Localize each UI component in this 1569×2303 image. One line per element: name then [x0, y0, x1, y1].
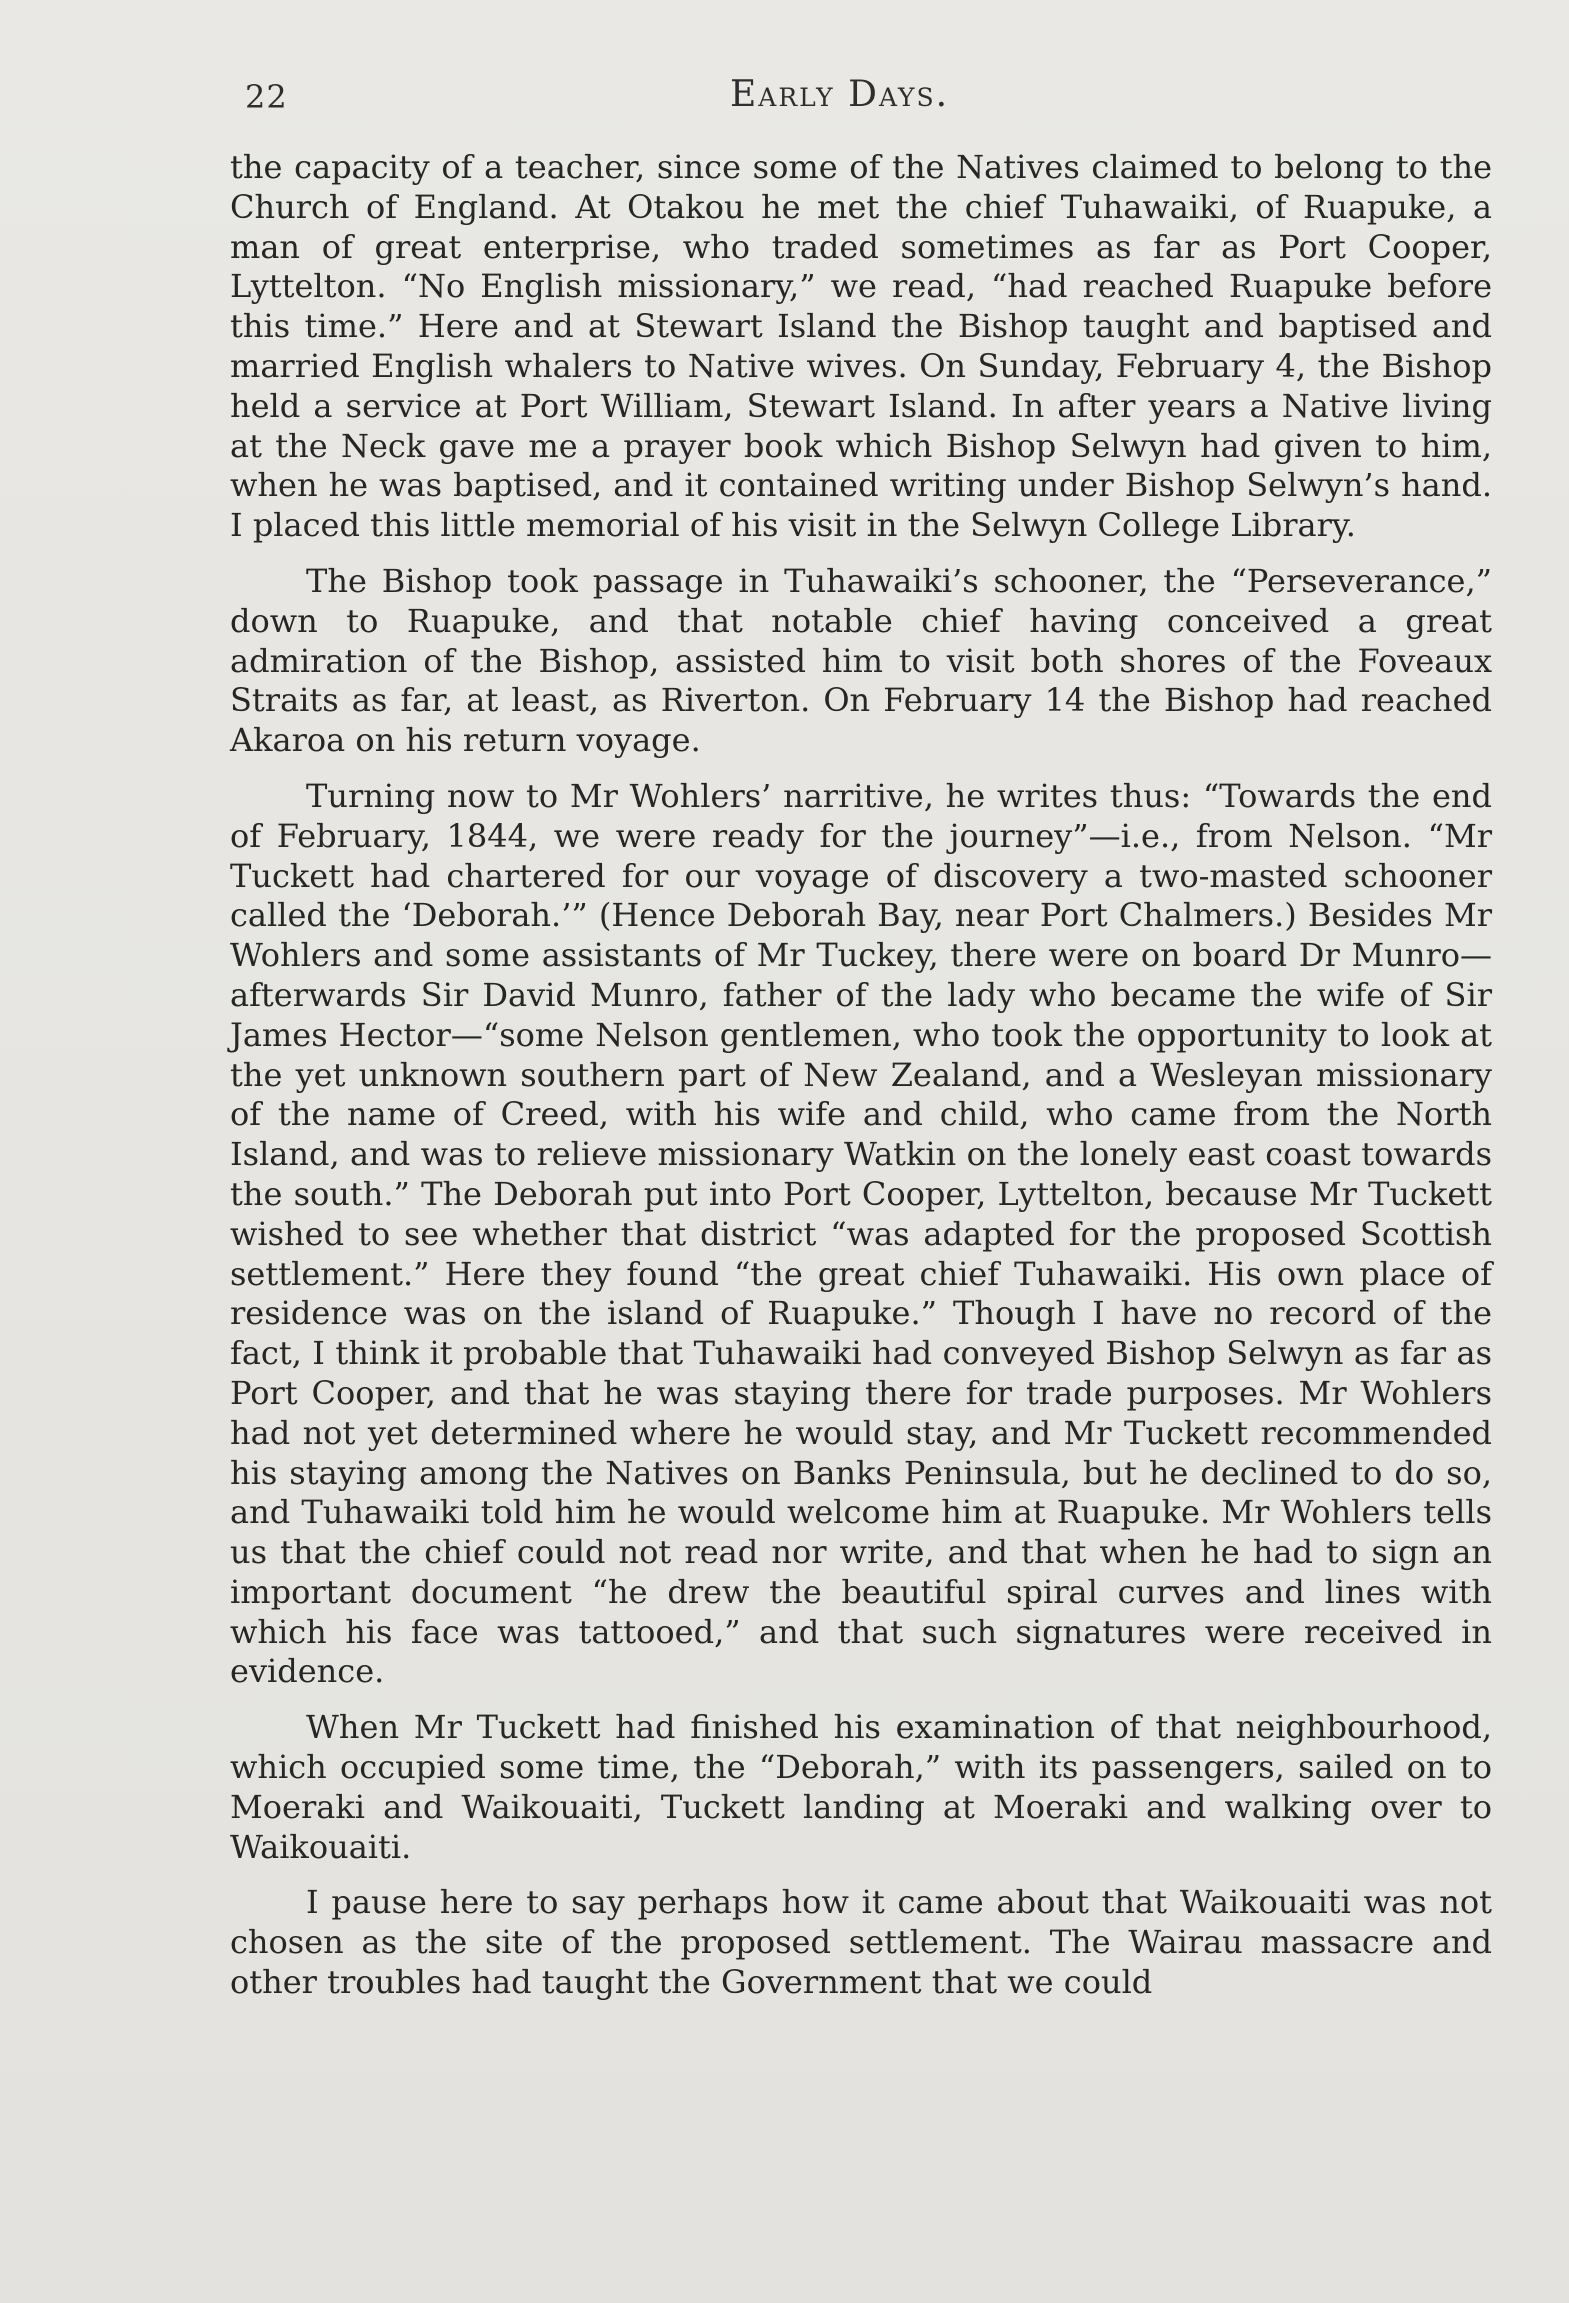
running-title: Early Days.	[730, 74, 950, 115]
page-number: 22	[245, 78, 288, 116]
body-text	[230, 148, 1492, 2019]
paragraph-4: When Mr Tuckett had finished his examination of that neighbourhood, which occupied some time, the “Deborah,” with its passengers, sailed on to Moeraki and Waikouaiti, Tuckett landing at Moeraki and walking over to Waikouaiti.	[230, 1708, 1492, 1866]
paragraph-5: I pause here to say perhaps how it came about that Waikouaiti was not chosen as the site of the proposed settlement. The Wairau massacre and other troubles had taught the Government that we could	[230, 1883, 1492, 2002]
paragraph-2: The Bishop took passage in Tuhawaiki’s schooner, the “Perseverance,” down to Ruapuke, and that notable chief having conceived a great admiration of the Bishop, assisted him to visit both shores of the Foveaux Straits as far, at least, as Riverton. On February 14 the Bishop had reached Akaroa on his return voyage.	[230, 561, 1492, 760]
paragraph-3: Turning now to Mr Wohlers’ narritive, he writes thus: “Towards the end of February, 1844, we were ready for the journey”—i.e., from Nelson. “Mr Tuckett had chartered for our voyage of discovery a two-masted schooner called the ‘Deborah.’” (Hence Deborah Bay, near Port Chalmers.) Besides Mr Wohlers and some assistants of Mr Tuckey, there were on board Dr Munro—afterwards Sir David Munro, father of the lady who became the wife of Sir James Hector—“some Nelson gentlemen, who took the opportunity to look at the yet unknown southern part of New Zealand, and a Wesleyan missionary of the name of Creed, with his wife and child, who came from the North Island, and was to relieve missionary Watkin on the lonely east coast towards the south.” The Deborah put into Port Cooper, Lyttelton, because Mr Tuckett wished to see whether that district “was adapted for the proposed Scottish settlement.” Here they found “the great chief Tuhawaiki. His own place of residence was on the island of Ruapuke.” Though I have no record of the fact, I think it probable that Tuhawaiki had conveyed Bishop Selwyn as far as Port Cooper, and that he was staying there for trade purposes. Mr Wohlers had not yet determined where he would stay, and Mr Tuckett recommended his staying among the Natives on Banks Peninsula, but he declined to do so, and Tuhawaiki told him he would welcome him at Ruapuke. Mr Wohlers tells us that the chief could not read nor write, and that when he had to sign an important document “he drew the beautiful spiral curves and lines with which his face was tattooed,” and that such signatures were received in evidence.	[230, 776, 1492, 1691]
running-head	[245, 74, 1495, 124]
paragraph-1: the capacity of a teacher, since some of the Natives claimed to belong to the Church of England. At Otakou he met the chief Tuhawaiki, of Ruapuke, a man of great enterprise, who traded sometimes as far as Port Cooper, Lyttelton. “No English missionary,” we read, “had reached Ruapuke before this time.” Here and at Stewart Island the Bishop taught and baptised and married English whalers to Native wives. On Sunday, February 4, the Bishop held a service at Port William, Stewart Island. In after years a Native living at the Neck gave me a prayer book which Bishop Selwyn had given to him, when he was baptised, and it contained writing under Bishop Selwyn’s hand. I placed this little memorial of his visit in the Selwyn College Library.	[230, 148, 1492, 545]
